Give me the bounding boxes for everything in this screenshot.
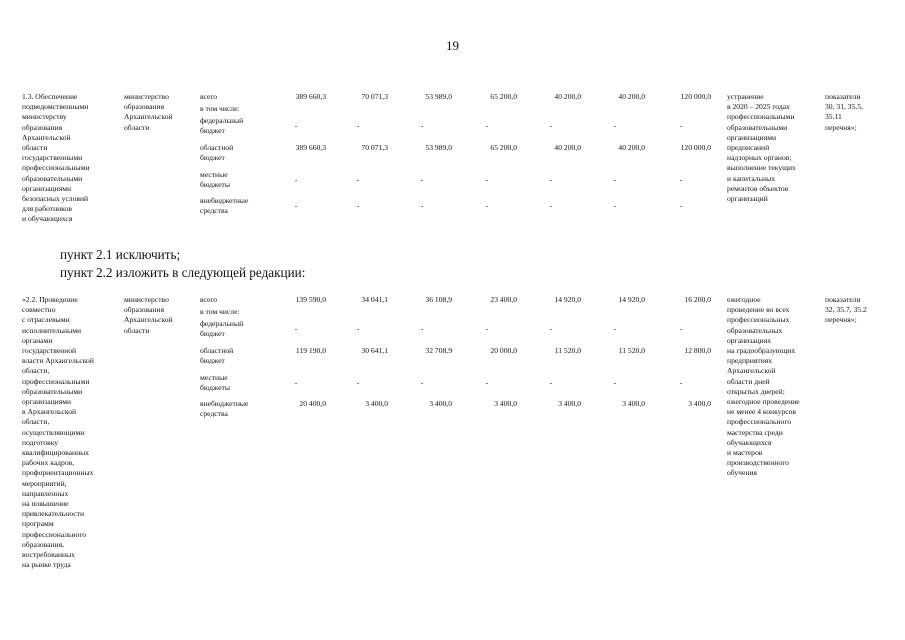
amount-cell: 3 400,0 — [365, 399, 388, 408]
amount-cell: - — [420, 175, 424, 184]
funding-source-label: федеральный бюджет — [200, 116, 244, 136]
amount-cell: - — [485, 378, 489, 387]
amount-cell: - — [294, 201, 298, 210]
amount-cell: - — [679, 201, 683, 210]
amount-cell: - — [613, 378, 617, 387]
amount-cell: 11 520,0 — [618, 346, 645, 355]
amount-cell: - — [613, 175, 617, 184]
amount-cell: - — [356, 201, 360, 210]
amount-cell: - — [485, 175, 489, 184]
amount-cell: - — [679, 175, 683, 184]
amount-cell: - — [549, 201, 553, 210]
amount-cell: 14 920,0 — [554, 295, 581, 304]
amount-cell: 3 400,0 — [494, 399, 517, 408]
funding-source-label: внебюджетные средства — [200, 399, 249, 419]
amount-cell: - — [420, 378, 424, 387]
funding-source-label: всего — [200, 295, 218, 304]
amount-cell: 23 400,0 — [490, 295, 517, 304]
amount-cell: - — [485, 201, 489, 210]
instruction-delete: пункт 2.1 исключить; — [60, 247, 181, 262]
amount-cell: - — [549, 378, 553, 387]
funding-source-label: областной бюджет — [200, 346, 234, 366]
amount-cell: 20 400,0 — [299, 399, 326, 408]
amount-cell: 16 200,0 — [684, 295, 711, 304]
amount-cell: 34 041,1 — [361, 295, 388, 304]
amount-cell: 139 590,0 — [295, 295, 326, 304]
amount-cell: - — [485, 324, 489, 333]
amount-cell: 119 190,0 — [295, 346, 326, 355]
amount-cell: - — [613, 201, 617, 210]
amount-cell: 12 800,0 — [684, 346, 711, 355]
amount-cell: 120 000,0 — [680, 92, 711, 101]
amount-cell: - — [420, 121, 424, 130]
executor-cell: министерство образования Архангельской области — [124, 92, 173, 132]
funding-source-label: всего — [200, 92, 218, 101]
amount-cell: 70 071,3 — [361, 92, 388, 101]
amount-cell: - — [294, 324, 298, 333]
amount-cell: - — [679, 121, 683, 130]
amount-cell: 53 989,0 — [425, 143, 452, 152]
amount-cell: - — [294, 175, 298, 184]
amount-cell: 14 920,0 — [618, 295, 645, 304]
measure-name: 1.3. Обеспечение подведомственными министерству образования Архангельской области государственными профессиональными образовательными организациями безопасных условий для работников и обучающихся — [22, 92, 90, 224]
amount-cell: - — [356, 121, 360, 130]
amount-cell: 3 400,0 — [622, 399, 645, 408]
amount-cell: 30 641,1 — [361, 346, 388, 355]
amount-cell: 65 200,0 — [490, 92, 517, 101]
funding-source-label: в том числе: — [200, 307, 240, 316]
amount-cell: 120 000,0 — [680, 143, 711, 152]
amount-cell: - — [613, 121, 617, 130]
instruction-replace: пункт 2.2 изложить в следующей редакции: — [60, 265, 306, 280]
amount-cell: 53 989,0 — [425, 92, 452, 101]
amount-cell: - — [549, 175, 553, 184]
amount-cell: - — [485, 121, 489, 130]
amount-cell: - — [356, 175, 360, 184]
funding-source-label: местные бюджеты — [200, 373, 230, 393]
amount-cell: - — [294, 378, 298, 387]
funding-source-label: областной бюджет — [200, 143, 234, 163]
amount-cell: - — [420, 324, 424, 333]
amount-cell: 36 108,9 — [425, 295, 452, 304]
amount-cell: 3 400,0 — [558, 399, 581, 408]
amount-cell: 40 200,0 — [554, 143, 581, 152]
result-cell: устранение в 2020 – 2025 годах профессиональными образовательными организациями предписаний надзорных органов; выполнение текущих и капитальных ремонтов объектов организаций — [727, 92, 796, 204]
funding-source-label: в том числе: — [200, 104, 240, 113]
amount-cell: 65 200,0 — [490, 143, 517, 152]
amount-cell: - — [294, 121, 298, 130]
amount-cell: - — [679, 324, 683, 333]
amount-cell: 389 660,3 — [295, 143, 326, 152]
funding-source-label: федеральный бюджет — [200, 319, 244, 339]
amount-cell: 3 400,0 — [429, 399, 452, 408]
amount-cell: - — [549, 121, 553, 130]
amount-cell: - — [549, 324, 553, 333]
measure-name: «2.2. Проведение совместно с отраслевыми исполнительными органами государственной власти Архангельской области, профессиональными образовательными организациями в Архангельской области, осуществляющими подготовку квалифицированных рабочих кадров, профориентационных мероприятий, направленных на повышение привлекательности программ профессионального образования, востребованных на рынке труда — [22, 295, 94, 570]
amount-cell: - — [679, 378, 683, 387]
page-number: 19 — [446, 38, 459, 53]
result-cell: ежегодное проведение во всех профессиональных образовательных организациях на градообразующих предприятиях Архангельской области дней открытых дверей; ежегодное проведение не менее 4 конкурсов профессионального мастерства среди обучающихся и мастеров производственного обучения — [727, 295, 800, 478]
amount-cell: - — [356, 324, 360, 333]
amount-cell: 40 200,0 — [618, 92, 645, 101]
amount-cell: 40 200,0 — [618, 143, 645, 152]
indicators-cell: показатели 32, 35.7, 35.2 перечня»; — [825, 295, 867, 325]
amount-cell: 32 708,9 — [425, 346, 452, 355]
funding-source-label: внебюджетные средства — [200, 196, 249, 216]
amount-cell: 70 071,3 — [361, 143, 388, 152]
amount-cell: 3 400,0 — [688, 399, 711, 408]
amount-cell: - — [613, 324, 617, 333]
funding-source-label: местные бюджеты — [200, 170, 230, 190]
amount-cell: 40 200,0 — [554, 92, 581, 101]
indicators-cell: показатели 30, 31, 35.5, 35.11 перечня»; — [825, 92, 863, 132]
amount-cell: - — [356, 378, 360, 387]
amount-cell: - — [420, 201, 424, 210]
amount-cell: 389 660,3 — [295, 92, 326, 101]
amount-cell: 11 520,0 — [554, 346, 581, 355]
amount-cell: 20 000,0 — [490, 346, 517, 355]
executor-cell: министерство образования Архангельской области — [124, 295, 173, 335]
